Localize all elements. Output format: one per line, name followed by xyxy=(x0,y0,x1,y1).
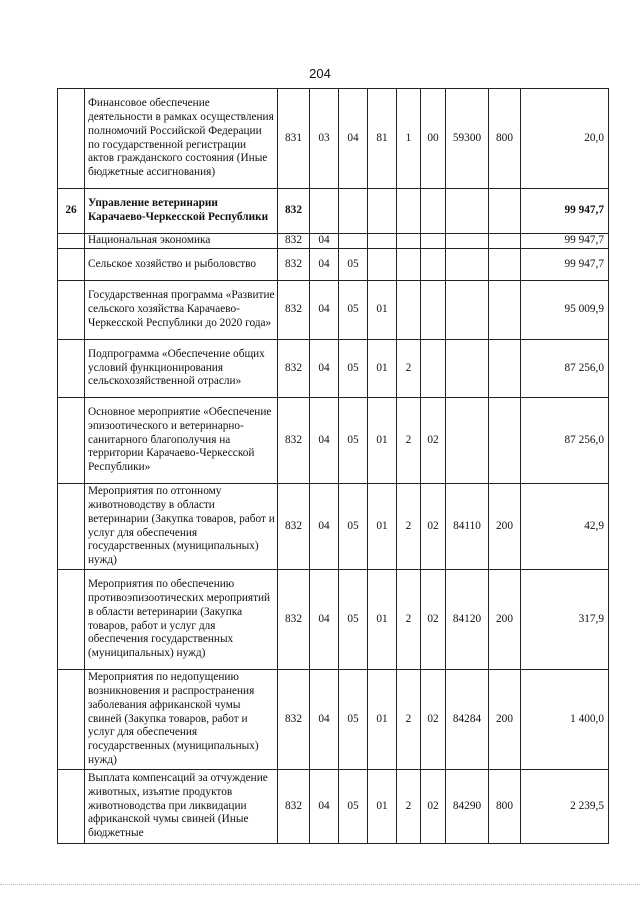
table-row xyxy=(58,398,609,484)
code-subsection: 05 xyxy=(339,484,368,570)
code-subsection: 05 xyxy=(339,281,368,340)
row-name: Управление ветеринарии Карачаево-Черкесской Республики xyxy=(85,189,278,234)
code-direction: 84110 xyxy=(446,484,489,570)
table-row xyxy=(58,770,609,844)
code-subsection: 05 xyxy=(339,398,368,484)
code-ministry: 832 xyxy=(278,340,310,398)
code-program: 01 xyxy=(368,670,397,770)
code-subsection: 05 xyxy=(339,670,368,770)
code-section: 03 xyxy=(310,89,339,189)
row-amount: 317,9 xyxy=(521,570,609,670)
code-direction: 84290 xyxy=(446,770,489,844)
code-expense-type xyxy=(489,249,521,281)
code-ministry: 832 xyxy=(278,234,310,249)
code-section xyxy=(310,189,339,234)
row-name: Мероприятия по отгонному животноводству в области ветеринарии (Закупка товаров, работ и услуг для обеспечения государственных (муниципальных) нужд) xyxy=(85,484,278,570)
row-number xyxy=(58,570,85,670)
row-name: Сельское хозяйство и рыболовство xyxy=(85,249,278,281)
code-direction xyxy=(446,234,489,249)
table-row xyxy=(58,234,609,249)
table-row xyxy=(58,340,609,398)
row-amount: 99 947,7 xyxy=(521,234,609,249)
code-expense-type xyxy=(489,234,521,249)
row-number xyxy=(58,89,85,189)
code-expense-type xyxy=(489,340,521,398)
code-section: 04 xyxy=(310,281,339,340)
code-program: 01 xyxy=(368,484,397,570)
code-section: 04 xyxy=(310,484,339,570)
code-expense-type: 800 xyxy=(489,770,521,844)
row-amount: 2 239,5 xyxy=(521,770,609,844)
row-number xyxy=(58,249,85,281)
row-number xyxy=(58,770,85,844)
code-ministry: 832 xyxy=(278,249,310,281)
table-row xyxy=(58,249,609,281)
row-name: Мероприятия по недопущению возникновения и распространения заболевания африканской чумы свиней (Закупка товаров, работ и услуг для обеспечения государственных (муниципальных) нужд) xyxy=(85,670,278,770)
code-subprogram: 2 xyxy=(397,570,421,670)
code-expense-type: 200 xyxy=(489,484,521,570)
code-expense-type: 200 xyxy=(489,670,521,770)
table-row xyxy=(58,89,609,189)
row-number xyxy=(58,398,85,484)
code-program xyxy=(368,234,397,249)
row-name: Мероприятия по обеспечению противоэпизоотических мероприятий в области ветеринарии (Закупка товаров, работ и услуг для обеспечения государственных (муниципальных) нужд) xyxy=(85,570,278,670)
code-program: 81 xyxy=(368,89,397,189)
code-direction xyxy=(446,281,489,340)
code-event: 02 xyxy=(421,670,446,770)
table-row xyxy=(58,670,609,770)
code-direction xyxy=(446,340,489,398)
code-event: 02 xyxy=(421,570,446,670)
code-subsection xyxy=(339,234,368,249)
code-expense-type: 200 xyxy=(489,570,521,670)
code-subprogram: 2 xyxy=(397,484,421,570)
row-number xyxy=(58,234,85,249)
code-subsection: 05 xyxy=(339,340,368,398)
code-subprogram: 2 xyxy=(397,340,421,398)
code-ministry: 832 xyxy=(278,670,310,770)
code-event xyxy=(421,189,446,234)
code-event xyxy=(421,340,446,398)
code-section: 04 xyxy=(310,340,339,398)
code-expense-type xyxy=(489,189,521,234)
code-program xyxy=(368,249,397,281)
code-ministry: 831 xyxy=(278,89,310,189)
code-expense-type: 800 xyxy=(489,89,521,189)
row-number xyxy=(58,670,85,770)
row-name: Национальная экономика xyxy=(85,234,278,249)
code-event: 00 xyxy=(421,89,446,189)
code-subsection: 05 xyxy=(339,249,368,281)
row-amount: 99 947,7 xyxy=(521,189,609,234)
row-amount: 87 256,0 xyxy=(521,398,609,484)
code-subsection: 04 xyxy=(339,89,368,189)
row-amount: 95 009,9 xyxy=(521,281,609,340)
row-amount: 20,0 xyxy=(521,89,609,189)
code-ministry: 832 xyxy=(278,484,310,570)
table-row xyxy=(58,281,609,340)
row-name: Основное мероприятие «Обеспечение эпизоотического и ветеринарно-санитарного благополучия на территории Карачаево-Черкесской Республики» xyxy=(85,398,278,484)
code-subsection xyxy=(339,189,368,234)
row-name: Финансовое обеспечение деятельности в рамках осуществления полномочий Российской Федерации по государственной регистрации актов гражданского состояния (Иные бюджетные ассигнования) xyxy=(85,89,278,189)
code-subprogram xyxy=(397,281,421,340)
code-program: 01 xyxy=(368,570,397,670)
code-event: 02 xyxy=(421,398,446,484)
code-program: 01 xyxy=(368,770,397,844)
code-direction: 84284 xyxy=(446,670,489,770)
row-amount: 1 400,0 xyxy=(521,670,609,770)
code-section: 04 xyxy=(310,234,339,249)
budget-table xyxy=(57,88,609,844)
code-section: 04 xyxy=(310,398,339,484)
code-event: 02 xyxy=(421,484,446,570)
code-event xyxy=(421,249,446,281)
code-subsection: 05 xyxy=(339,770,368,844)
code-expense-type xyxy=(489,281,521,340)
code-ministry: 832 xyxy=(278,398,310,484)
code-ministry: 832 xyxy=(278,281,310,340)
row-number xyxy=(58,340,85,398)
code-direction: 59300 xyxy=(446,89,489,189)
table-row xyxy=(58,189,609,234)
scan-artifact-line xyxy=(0,884,640,891)
code-ministry: 832 xyxy=(278,570,310,670)
page-number: 204 xyxy=(309,66,331,81)
code-expense-type xyxy=(489,398,521,484)
code-section: 04 xyxy=(310,249,339,281)
table-row xyxy=(58,484,609,570)
table-row xyxy=(58,570,609,670)
row-name: Подпрограмма «Обеспечение общих условий функционирования сельскохозяйственной отрасли» xyxy=(85,340,278,398)
code-subprogram: 2 xyxy=(397,670,421,770)
row-number xyxy=(58,281,85,340)
code-ministry: 832 xyxy=(278,770,310,844)
code-section: 04 xyxy=(310,570,339,670)
code-subprogram: 2 xyxy=(397,770,421,844)
code-ministry: 832 xyxy=(278,189,310,234)
row-number: 26 xyxy=(58,189,85,234)
row-amount: 87 256,0 xyxy=(521,340,609,398)
code-subprogram xyxy=(397,234,421,249)
row-amount: 42,9 xyxy=(521,484,609,570)
code-direction xyxy=(446,398,489,484)
code-program: 01 xyxy=(368,281,397,340)
code-event: 02 xyxy=(421,770,446,844)
code-subprogram xyxy=(397,249,421,281)
row-name: Государственная программа «Развитие сельского хозяйства Карачаево-Черкесской Республики до 2020 года» xyxy=(85,281,278,340)
row-name: Выплата компенсаций за отчуждение животных, изъятие продуктов животноводства при ликвидации африканской чумы свиней (Иные бюджетные xyxy=(85,770,278,844)
code-direction xyxy=(446,249,489,281)
code-subsection: 05 xyxy=(339,570,368,670)
code-section: 04 xyxy=(310,670,339,770)
code-section: 04 xyxy=(310,770,339,844)
code-direction xyxy=(446,189,489,234)
code-program: 01 xyxy=(368,340,397,398)
row-amount: 99 947,7 xyxy=(521,249,609,281)
code-subprogram: 2 xyxy=(397,398,421,484)
code-direction: 84120 xyxy=(446,570,489,670)
code-program xyxy=(368,189,397,234)
code-subprogram xyxy=(397,189,421,234)
code-event xyxy=(421,281,446,340)
row-number xyxy=(58,484,85,570)
code-event xyxy=(421,234,446,249)
code-subprogram: 1 xyxy=(397,89,421,189)
code-program: 01 xyxy=(368,398,397,484)
